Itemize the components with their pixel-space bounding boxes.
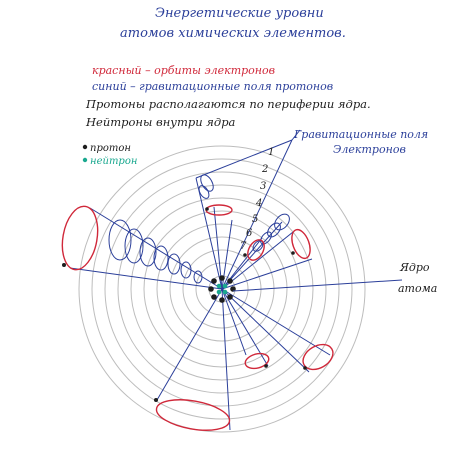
coil (197, 184, 211, 200)
level-number: 2 (262, 164, 269, 175)
nucleus-label-pointer (233, 280, 402, 291)
gravity-fields-label-line1: Гравитационные поля (294, 128, 429, 141)
proton (211, 278, 217, 284)
electron-orbit-large-left (58, 204, 103, 273)
proton (219, 275, 225, 281)
proton (227, 278, 233, 284)
gravity-fields-label-line2: Электронов (333, 143, 406, 156)
electron (291, 251, 295, 255)
electron (243, 253, 247, 257)
electron (62, 263, 66, 267)
diagram-title-line1: Энергетические уровни (155, 6, 324, 21)
electron-orbit-bottom (154, 395, 232, 435)
coil (258, 230, 273, 246)
proton-legend-label: протон (90, 143, 131, 154)
electron (205, 207, 209, 211)
electron (264, 364, 268, 368)
coil (194, 271, 202, 283)
level-number: 7 (240, 241, 247, 252)
level-number: 5 (252, 214, 259, 225)
proton (219, 297, 225, 303)
electron (154, 398, 158, 402)
neutron (217, 290, 222, 295)
neutron (217, 284, 222, 289)
diagram-title-line2: атомов химических элементов. (120, 26, 346, 41)
level-number: 4 (256, 198, 263, 209)
neutron (223, 290, 228, 295)
proton (227, 294, 233, 300)
gravitational-field-cones (70, 140, 330, 430)
electron (303, 366, 307, 370)
proton-legend-dot (83, 145, 87, 149)
field-cone-right-lower (222, 289, 330, 372)
level-number: 6 (246, 228, 253, 239)
nucleus-label-line1: Ядро (400, 261, 430, 274)
legend-red: красный – орбиты электронов (92, 64, 276, 77)
neutron (223, 284, 228, 289)
level-number: 1 (268, 147, 275, 158)
nucleus-label-line2: атома (398, 282, 438, 295)
protons-note: Протоны располагаются по периферии ядра. (86, 97, 371, 111)
coil (168, 254, 180, 274)
proton (211, 294, 217, 300)
neutron-legend-dot (83, 158, 87, 162)
neutrons-note: Нейтроны внутри ядра (86, 115, 236, 129)
coil (181, 262, 191, 278)
electron-orbit-upper-middle (206, 205, 232, 215)
legend-blue: синий – гравитационные поля протонов (92, 80, 334, 93)
neutron-legend-label: нейтрон (90, 156, 138, 167)
level-number: 3 (260, 181, 267, 192)
proton (208, 286, 214, 292)
